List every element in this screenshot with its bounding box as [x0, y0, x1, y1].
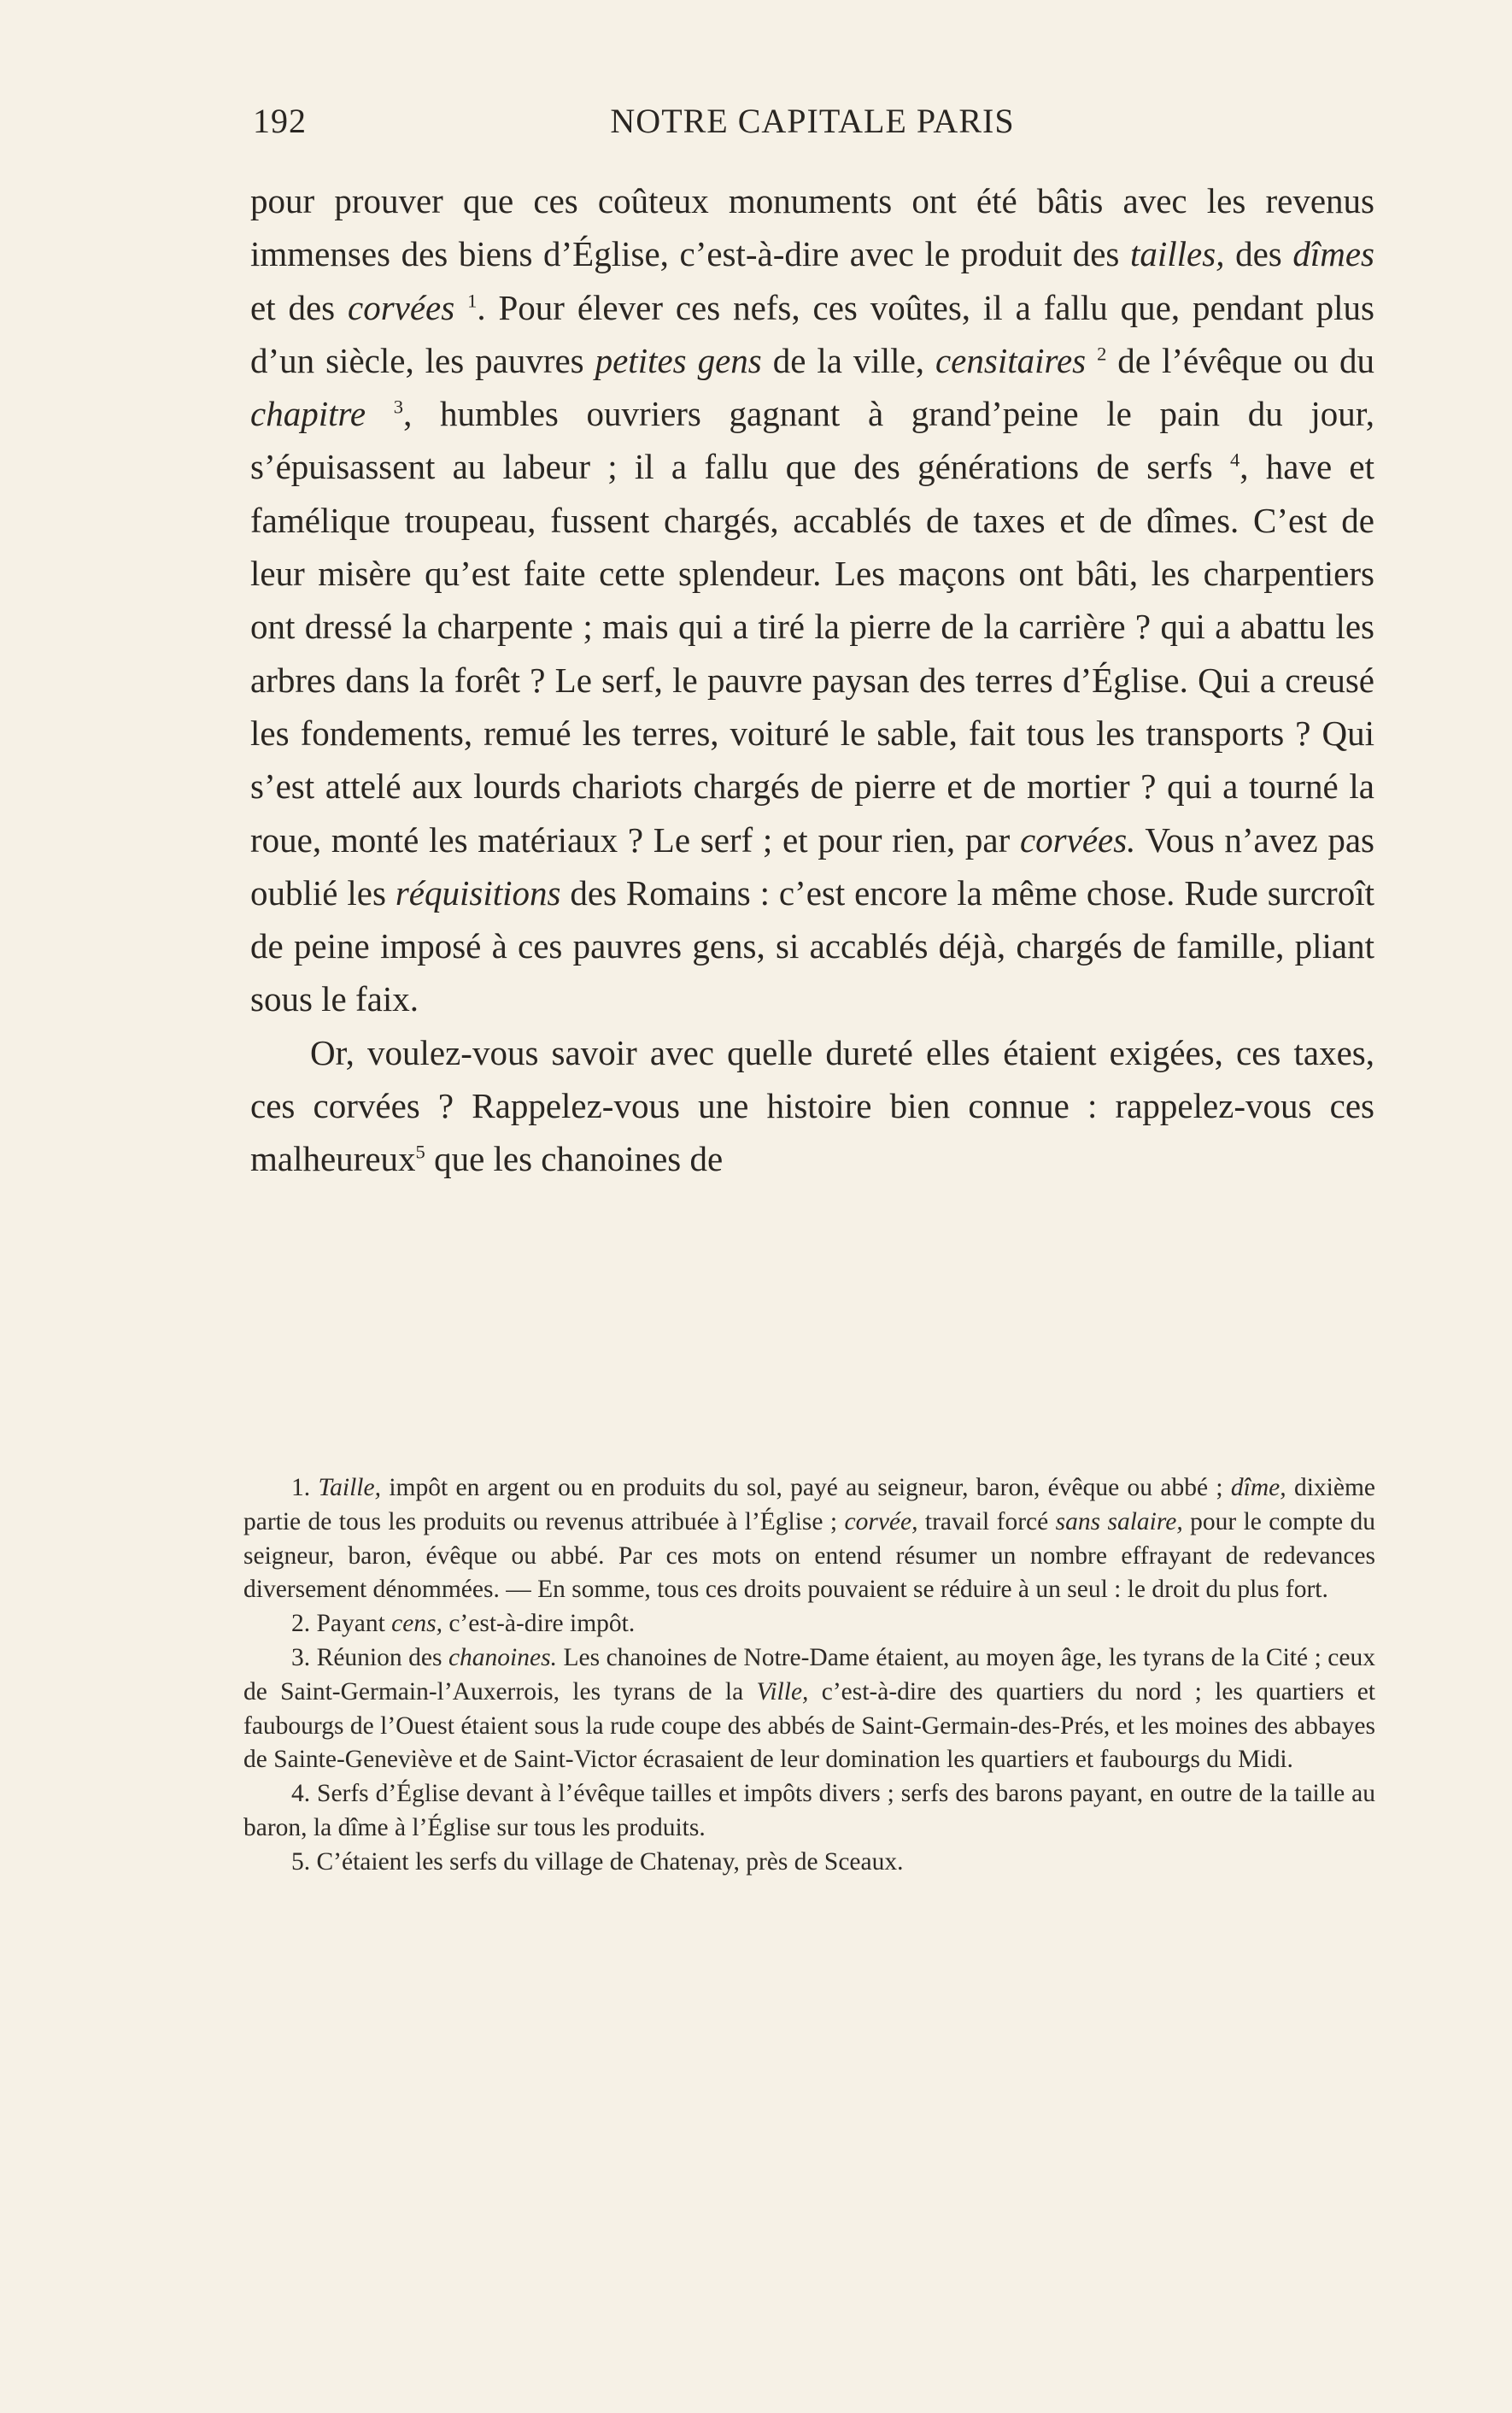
italic-text: petites gens: [595, 340, 762, 380]
text-run: dixième partie de tous les produits ou revenus attribuée à l’Église ;: [243, 1474, 1375, 1535]
italic-text: Ville,: [756, 1677, 809, 1706]
footnote-ref: 5: [415, 1141, 425, 1163]
italic-text: tailles,: [1129, 234, 1225, 274]
footnote-ref: 1: [467, 289, 478, 311]
text-run: des: [1224, 234, 1293, 274]
running-head: [253, 101, 1372, 152]
footnote-2: [243, 1607, 1375, 1641]
text-run: , have et famélique troupeau, fussent chargés, accablés de taxes et de dîmes. C’est de leur misère qu’est faite cette splendeur. Les maçons ont bâti, les charpentiers ont dressé la charpente ; mais qui a tiré la pierre de la carrière ? qui a abattu les arbres dans la forêt ? Le serf, le pauvre paysan des terres d’Église. Qui a creusé les fondements, remué les terres, voituré le sable, fait tous les transports ? Qui s’est attelé aux lourds chariots chargés de pierre et de mortier ? qui a tourné la roue, monté les matériaux ? Le serf ; et pour rien, par: [250, 447, 1374, 860]
text-run: [1086, 341, 1097, 380]
text-run: travail forcé: [917, 1507, 1056, 1535]
text-run: et des: [250, 287, 348, 327]
italic-text: cens,: [391, 1610, 442, 1638]
footnote-ref: 3: [393, 396, 404, 418]
text-run: de la ville,: [761, 340, 935, 380]
italic-text: Taille,: [318, 1474, 381, 1501]
page-number: 192: [253, 102, 307, 140]
text-run: 4. Serfs d’Église devant à l’évêque tailles et impôts divers ; serfs des barons payant, en outre de la taille au baron, la dîme à l’Église sur tous les produits.: [243, 1780, 1375, 1841]
text-run: [454, 288, 467, 327]
italic-text: chapitre: [250, 394, 366, 434]
text-run: des Romains : c’est encore la même chose. Rude surcroît de peine imposé à ces pauvres gens, si accablés déjà, chargés de famille, pliant sous le faix.: [250, 872, 1374, 1019]
italic-text: dîmes: [1292, 234, 1374, 274]
italic-text: réquisitions: [395, 872, 561, 913]
text-run: impôt en argent ou en produits du sol, payé au seigneur, baron, évêque ou abbé ;: [380, 1474, 1231, 1501]
footnote-4: [243, 1777, 1375, 1846]
text-run: c’est-à-dire des quartiers du nord ; les quartiers et faubourgs de l’Ouest étaient sous la rude coupe des abbés de Saint-Germain-des-Prés, et les moines des abbayes de Sainte-Geneviève et de Saint-Victor écrasaient de leur domination les quartiers et faubourgs du Midi.: [243, 1677, 1376, 1774]
text-run: de l’évêque ou du: [1106, 340, 1374, 380]
italic-text: corvées: [348, 287, 455, 327]
italic-text: dîme,: [1230, 1474, 1286, 1501]
footnote-3: [243, 1641, 1375, 1777]
italic-text: chanoines.: [448, 1643, 557, 1671]
text-run: Vous n’avez pas oublié les: [250, 819, 1374, 913]
footnotes: [243, 1471, 1375, 1880]
footnote-5: [243, 1846, 1375, 1880]
text-run: , humbles ouvriers gagnant à grand’peine le pain du jour, s’épuisassent au labeur ; il a fallu que des générations de serfs: [250, 394, 1374, 487]
text-run: 1.: [291, 1474, 319, 1501]
italic-text: corvée,: [844, 1507, 918, 1535]
italic-text: sans salaire,: [1055, 1507, 1183, 1535]
text-run: [366, 394, 394, 433]
footnote-ref: 4: [1229, 449, 1240, 471]
text-run: . Pour élever ces nefs, ces voûtes, il a fallu que, pendant plus d’un siècle, les pauvres: [250, 287, 1375, 380]
running-title: NOTRE CAPITALE PARIS: [610, 102, 1015, 140]
text-run: pour prouver que ces coûteux monuments ont été bâtis avec les revenus immenses des biens d’Église, c’est-à-dire avec le produit des: [250, 181, 1374, 274]
text-run: 5. C’étaient les serfs du village de Chatenay, près de Sceaux.: [291, 1847, 904, 1876]
text-run: 3. Réunion des: [291, 1643, 448, 1671]
paragraph: [250, 174, 1374, 1026]
text-run: Or, voulez-vous savoir avec quelle dureté elles étaient exigées, ces taxes, ces corvées ? Rappelez-vous une histoire bien connue : rappelez-vous ces malheureux: [250, 1032, 1374, 1179]
footnote-1: [243, 1471, 1375, 1607]
text-run: que les chanoines de: [425, 1139, 724, 1179]
text-run: 2. Payant: [291, 1610, 392, 1638]
body-text: [250, 174, 1374, 1186]
text-run: c’est-à-dire impôt.: [442, 1610, 636, 1638]
italic-text: corvées.: [1019, 819, 1136, 860]
italic-text: censitaires: [935, 340, 1087, 380]
paragraph: [250, 1026, 1374, 1186]
text-run: pour le compte du seigneur, baron, évêque ou abbé. Par ces mots on entend résumer un nombre effrayant de redevances diversement dénommées. — En somme, tous ces droits pouvaient se réduire à un seul : le droit du plus fort.: [243, 1507, 1376, 1604]
text-run: Les chanoines de Notre-Dame étaient, au moyen âge, les tyrans de la Cité ; ceux de Saint-Germain-l’Auxerrois, les tyrans de la: [243, 1643, 1375, 1706]
footnote-ref: 2: [1097, 343, 1107, 365]
